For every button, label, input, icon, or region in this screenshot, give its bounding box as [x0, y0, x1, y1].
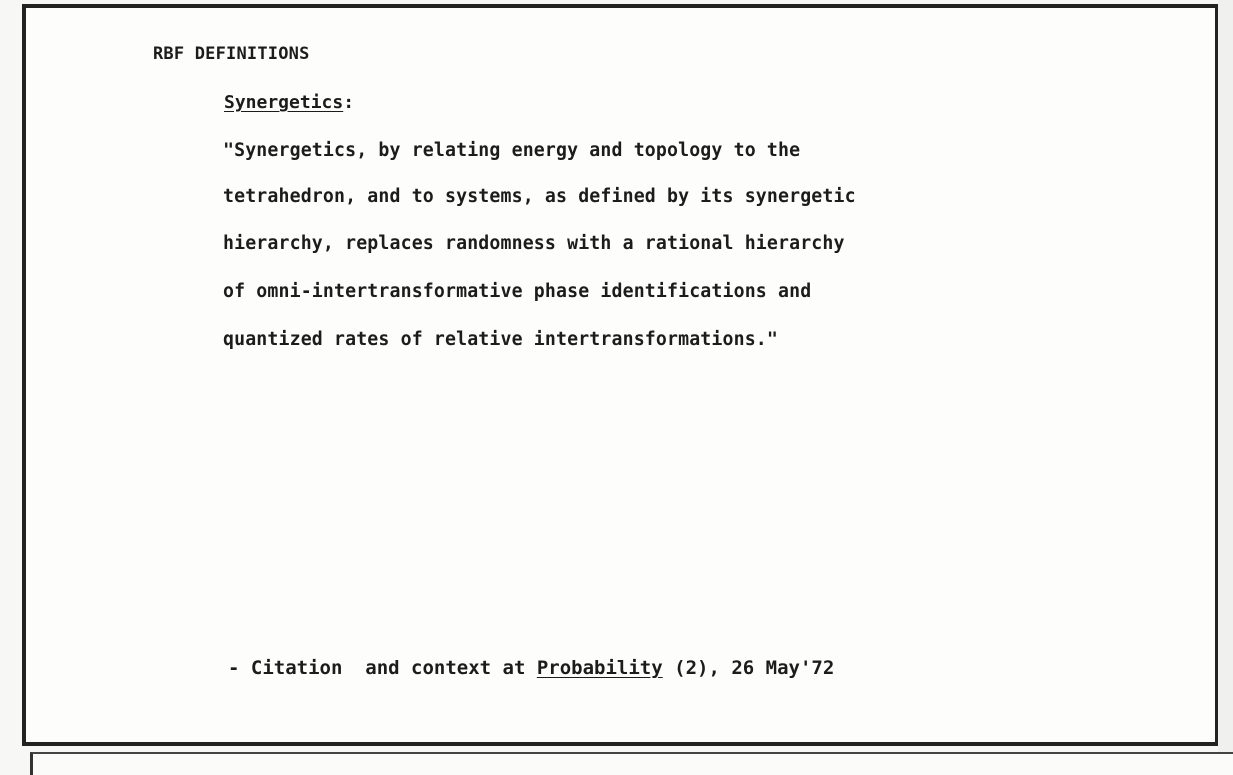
citation-suffix: (2), 26 May'72	[662, 657, 835, 679]
definition-term	[224, 92, 354, 113]
next-card-edge	[30, 752, 1233, 775]
term-colon: :	[343, 92, 355, 113]
definition-line-2: tetrahedron, and to systems, as defined by its synergetic	[223, 186, 856, 207]
card-heading: RBF DEFINITIONS	[153, 44, 310, 64]
citation-line	[228, 657, 834, 679]
definition-line-4: of omni-intertransformative phase identifications and	[223, 281, 812, 302]
definition-line-5: quantized rates of relative intertransformations."	[223, 329, 778, 350]
definition-line-1: "Synergetics, by relating energy and topology to the	[223, 140, 801, 161]
citation-prefix: - Citation and context at	[228, 657, 537, 679]
definition-line-3: hierarchy, replaces randomness with a rational hierarchy	[223, 233, 845, 254]
term-word: Synergetics	[224, 92, 344, 113]
definition-card	[22, 4, 1218, 746]
citation-source-link[interactable]: Probability	[536, 657, 663, 679]
scan-right-margin	[1218, 0, 1233, 775]
